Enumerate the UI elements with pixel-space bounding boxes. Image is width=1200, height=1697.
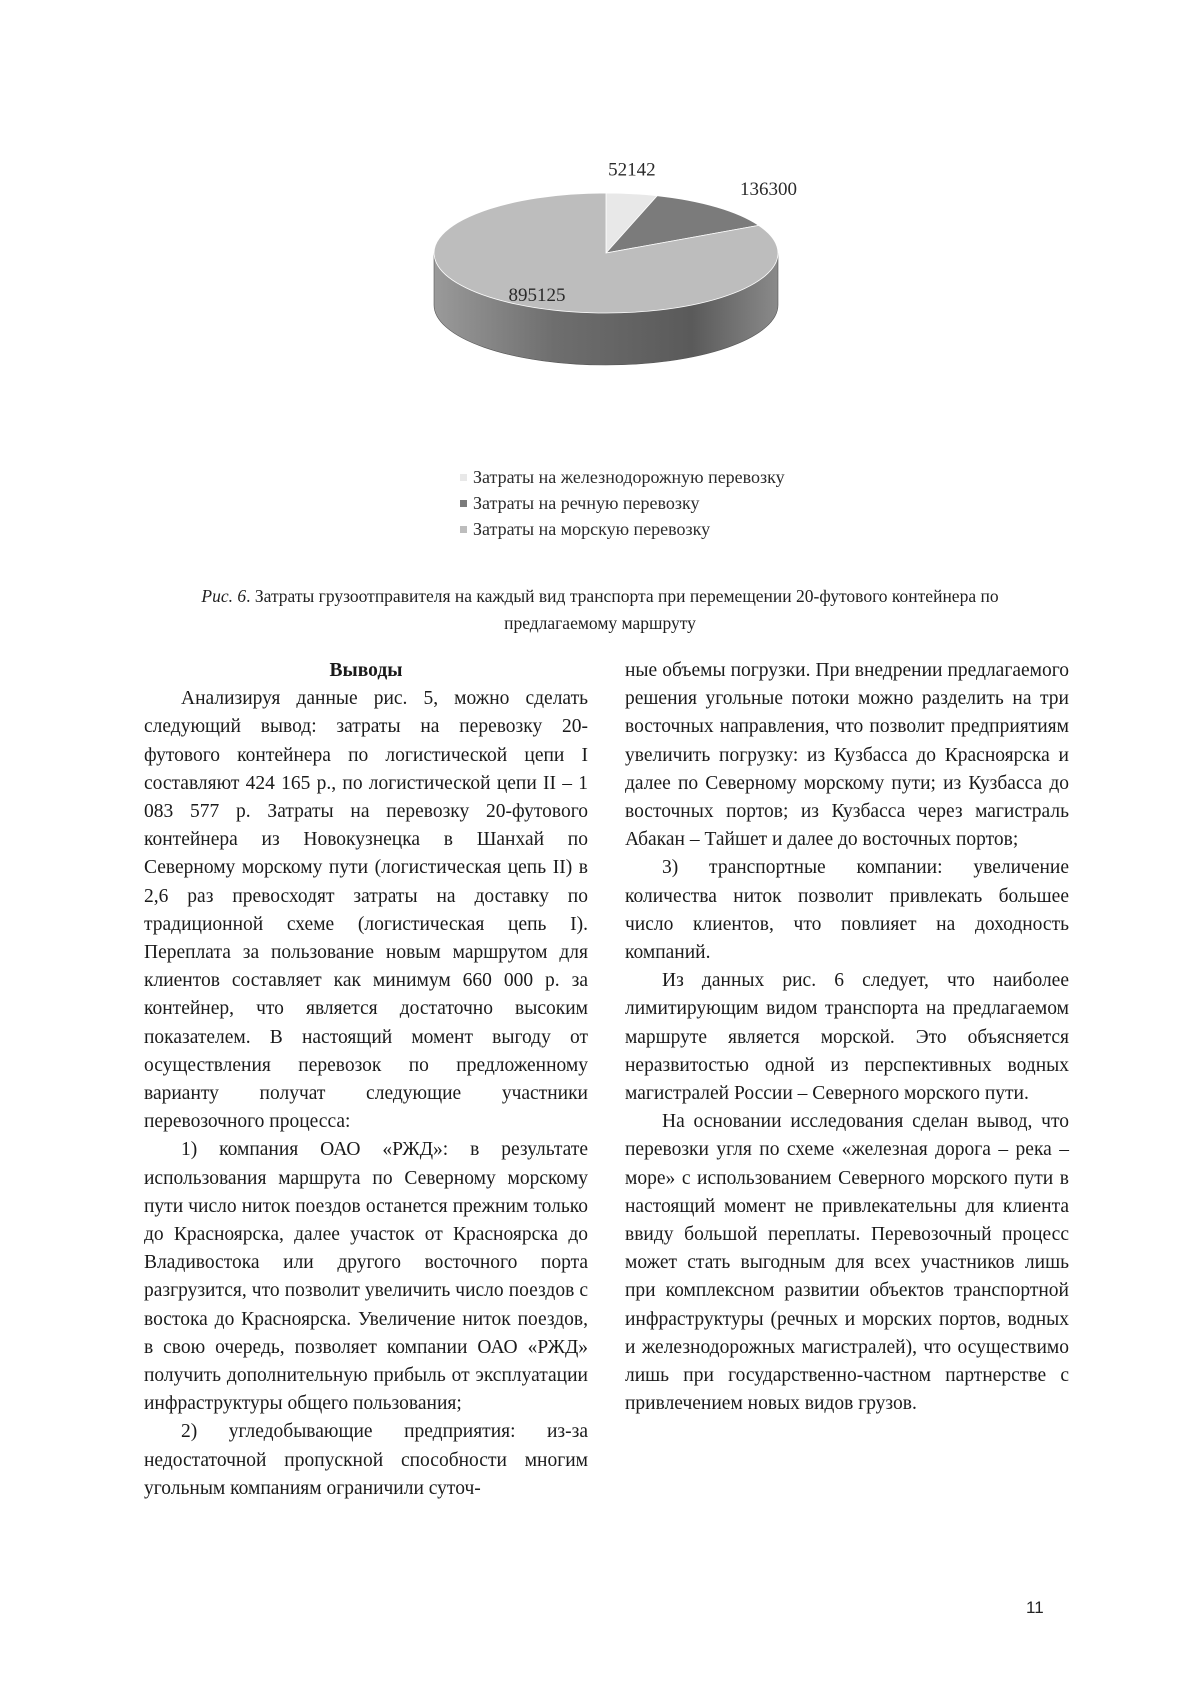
legend-swatch-sea: [460, 526, 467, 533]
right-column: [625, 657, 1069, 1418]
paragraph: 1) компания ОАО «РЖД»: в результате использования маршрута по Северному морскому пути число ниток поездов останется прежним только до Красноярска, далее участок от Красноярска до Владивостока или другого восточного порта разгрузится, что позволит увеличить число поездов с востока до Красноярска. Увеличение ниток поездов, в свою очередь, позволяет компании ОАО «РЖД» получить дополнительную прибыль от эксплуатации инфраструктуры общего пользования;: [144, 1139, 588, 1415]
paragraph: Из данных рис. 6 следует, что наиболее лимитирующим видом транспорта на предлагаемом маршруте является морской. Это объясняется неразвитостью одной из перспективных водных магистралей России – Северного морского пути.: [625, 970, 1069, 1105]
legend-swatch-river: [460, 500, 467, 507]
legend-swatch-rail: [460, 474, 467, 481]
page-number: 11: [1026, 1598, 1044, 1617]
left-column: [144, 657, 588, 1503]
legend-label-river: Затраты на речную перевозку: [473, 492, 700, 513]
pie-data-label: 136300: [739, 179, 797, 201]
legend-item: [460, 490, 785, 516]
pie-chart-svg: [0, 150, 1200, 450]
pie-data-label: 895125: [508, 285, 566, 306]
legend-label-sea: Затраты на морскую перевозку: [473, 518, 711, 539]
legend-item: [460, 516, 785, 542]
pie-data-label: 52142: [608, 159, 656, 181]
legend-item: [460, 464, 785, 490]
chart-legend: [460, 464, 785, 542]
legend-label-rail: Затраты на железнодорожную перевозку: [473, 466, 785, 487]
caption-text: . Затраты грузоотправителя на каждый вид транспорта при перемещении 20-футового контейнера по предлагаемому маршруту: [246, 586, 999, 633]
section-heading: Выводы: [329, 660, 403, 681]
pie-chart: [0, 150, 1200, 450]
paragraph: 2) угледобывающие предприятия: из-за недостаточной пропускной способности многим угольным компаниям ограничили суточ-: [144, 1421, 588, 1499]
paragraph: 3) транспортные компании: увеличение количества ниток позволит привлекать большее число клиентов, что повлияет на доходность компаний.: [625, 857, 1069, 964]
figure-caption: [200, 583, 1000, 637]
paragraph-continuation: ные объемы погрузки. При внедрении предлагаемого решения угольные потоки можно разделить на три восточных направления, что позволит предприятиям увеличить погрузку: из Кузбасса до Красноярска и далее по Северному морскому пути; из Кузбасса до восточных портов; из Кузбасса через магистраль Абакан – Тайшет и далее до восточных портов;: [625, 660, 1069, 851]
paragraph: Анализируя данные рис. 5, можно сделать следующий вывод: затраты на перевозку 20-футового контейнера по логистической цепи I составляют 424 165 р., по логистической цепи II – 1 083 577 р. Затраты на перевозку 20-футового контейнера из Новокузнецка в Шанхай по Северному морскому пути (логистическая цепь II) в 2,6 раз превосходят затраты на доставку по традиционной схеме (логистическая цепь I). Переплата за пользование новым маршрутом для клиентов составляет как минимум 660 000 р. за контейнер, что является достаточно высоким показателем. В настоящий момент выгоду от осуществления перевозок по предложенному варианту получат следующие участники перевозочного процесса:: [144, 688, 588, 1133]
paragraph: На основании исследования сделан вывод, что перевозки угля по схеме «железная дорога – река – море» с использованием Северного морского пути в настоящий момент не привлекательны для клиента ввиду большой переплаты. Перевозочный процесс может стать выгодным для всех участников лишь при комплексном развитии объектов транспортной инфраструктуры (речных и морских портов, водных и железнодорожных магистралей), что осуществимо лишь при государственно-частном партнерстве с привлечением новых видов грузов.: [625, 1111, 1069, 1415]
figure-ref: Рис. 6: [201, 586, 247, 606]
